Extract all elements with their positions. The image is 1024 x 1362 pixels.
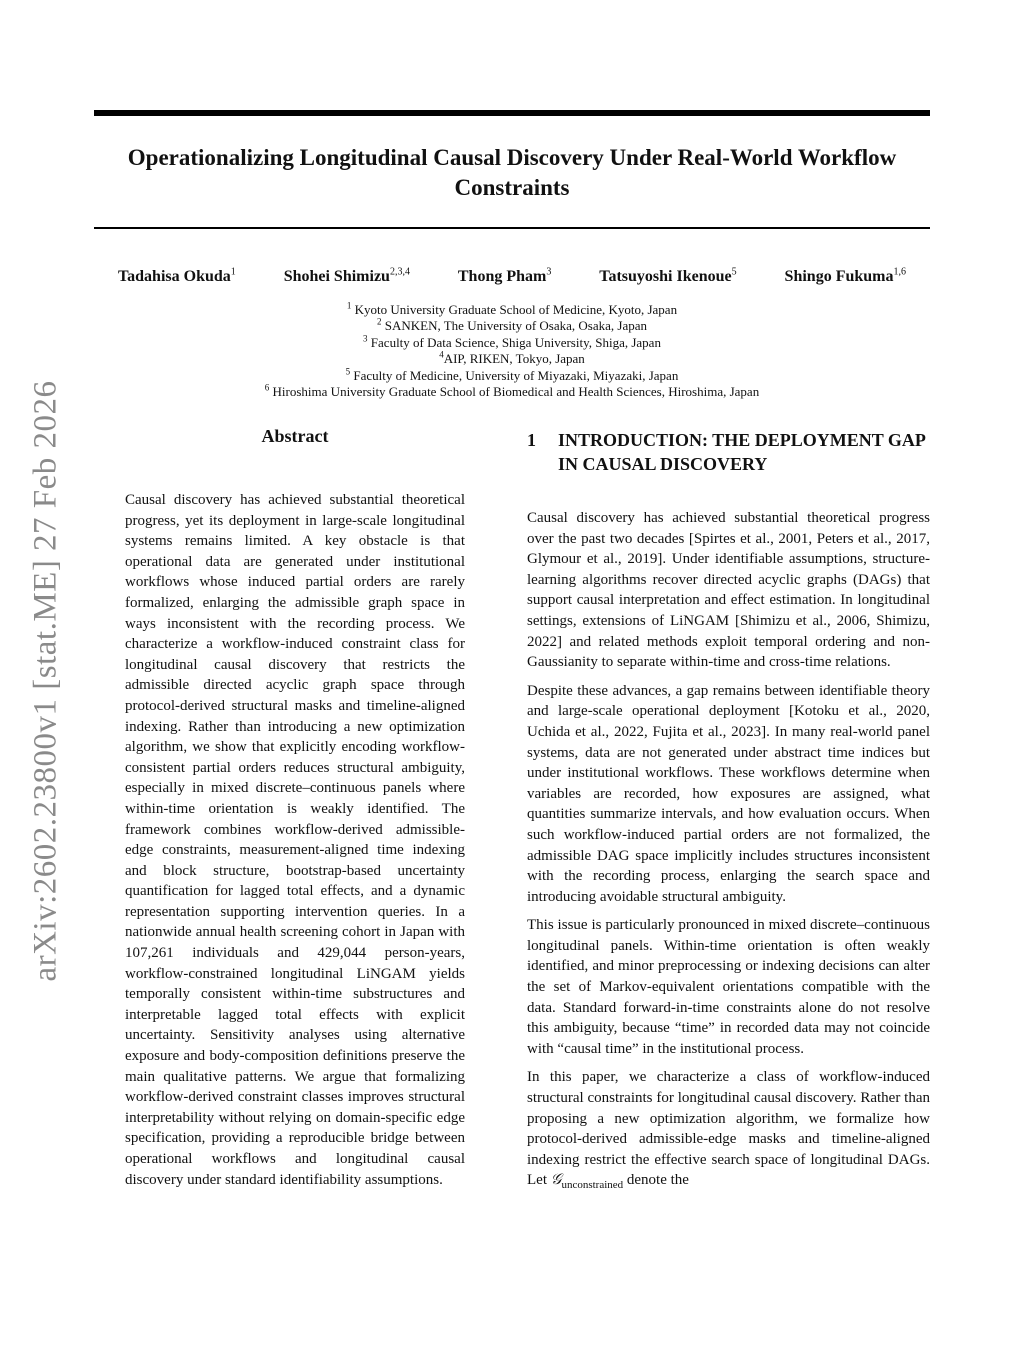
- author-list: [94, 268, 930, 286]
- arxiv-identifier: arXiv:2602.23800v1 [stat.ME] 27 Feb 2026: [27, 380, 64, 982]
- math-subscript: unconstrained: [561, 1179, 624, 1192]
- author: Tadahisa Okuda$^1$: [117, 266, 236, 285]
- affiliation-list: [94, 302, 930, 400]
- top-rule: [94, 110, 930, 116]
- abstract-body: [125, 490, 465, 1198]
- paragraph: Causal discovery has achieved substantial theoretical progress over the past two decades [Spirtes et al., 2001, Peters et al., 2017, Glymour et al., 2019]. Under identifiable assumptions, structure-learning algorithms recover directed acyclic graphs (DAGs) that support causal interpretation and effect estimation. In longitudinal settings, extensions of LiNGAM [Shimizu et al., 2006, Shimizu, 2022] and related methods exploit temporal ordering and non-Gaussianity to separate within-time and cross-time relations.: [527, 510, 930, 671]
- author: Shohei Shimizu$^{2,3,4}$: [283, 266, 410, 285]
- section-number: 1: [527, 430, 536, 450]
- author: Shingo Fukuma$^{1,6}$: [784, 266, 906, 285]
- paragraph: This issue is particularly pronounced in mixed discrete–continuous longitudinal panels. Within-time orientation is often weakly identified, and minor preprocessing or indexing decisions can alter the set of Markov-equivalent orientations compatible with the data. Standard forward-in-time constraints alone do not resolve this ambiguity, because “time” in recorded data may not coincide with “causal time” in the institutional process.: [527, 917, 930, 1057]
- section-heading: [527, 428, 937, 476]
- section-title: INTRODUCTION: THE DEPLOYMENT GAP IN CAUSAL DISCOVERY: [558, 430, 925, 474]
- affiliation: $^1$ Kyoto University Graduate School of Medicine, Kyoto, Japan: [346, 300, 678, 317]
- affiliation: $^3$ Faculty of Data Science, Shiga University, Shiga, Japan: [363, 333, 661, 350]
- abstract-heading: Abstract: [261, 426, 329, 446]
- abstract-paragraph: Causal discovery has achieved substantial theoretical progress, yet its deployment in large-scale longitudinal systems remains limited. A key obstacle is that operational data are generated under institutional workflows whose induced partial orders are rarely formalized, enlarging the admissible graph space in ways inconsistent with the recording process. We characterize a workflow-induced constraint class for longitudinal causal discovery that restricts the admissible directed acyclic graph space through protocol-derived structural masks and timeline-aligned indexing. Rather than introducing a new optimization algorithm, we show that explicitly encoding workflow-consistent partial orders reduces structural ambiguity, especially in mixed discrete–continuous panels where within-time orientation is weakly identified. The framework combines workflow-derived admissible-edge constraints, measurement-aligned time indexing and block structure, bootstrap-based uncertainty quantification for lagged total effects, and a dynamic representation supporting intervention queries. In a nationwide annual health screening cohort in Japan with 107,261 individuals and 429,044 person-years, workflow-constrained longitudinal LiNGAM yields temporally consistent within-time substructures and interpretable lagged total effects with explicit uncertainty. Sensitivity analyses using alternative exposure and body-composition definitions preserve the main qualitative patterns. We argue that formalizing workflow-derived constraint classes improves structural interpretability without relying on domain-specific edge specification, providing a reproducible bridge between operational workflows and longitudinal causal discovery under standard identifiability assumptions.: [125, 492, 465, 1188]
- paragraph: Despite these advances, a gap remains between identifiable theory and large-scale operational deployment [Kotoku et al., 2020, Uchida et al., 2022, Fujita et al., 2023]. In many real-world panel systems, data are not generated under abstract time indices but under institutional workflows. These workflows determine when variables are recorded, how exposures are assigned, what quantities summarize intervals, and how evaluation occurs. When such workflow-induced partial orders are not formalized, the admissible DAG space implicitly includes structures inconsistent with the recording process, enlarging the search space and introducing avoidable structural ambiguity.: [527, 682, 930, 905]
- author: Tatsuyoshi Ikenoue$^5$: [599, 266, 737, 285]
- title-rule: [94, 227, 930, 229]
- author: Thong Pham$^3$: [457, 266, 552, 285]
- affiliation: $^4$AIP, RIKEN, Tokyo, Japan: [439, 349, 585, 367]
- math-symbol: 𝒢: [550, 1172, 562, 1189]
- introduction-body: [527, 508, 930, 1204]
- affiliation: $^6$ Hiroshima University Graduate School of Biomedical and Health Sciences, Hiroshima, Japan: [264, 382, 760, 400]
- paragraph: In this paper, we characterize a class of workflow-induced structural constraints for longitudinal causal discovery. Rather than proposing a new optimization algorithm, we formalize how protocol-derived admissible-edge masks and timeline-aligned indexing restrict the effective search space of longitudinal DAGs. Let 𝒢$_{unconstrained}$ denote the: [527, 1069, 930, 1192]
- affiliation: $^5$ Faculty of Medicine, University of Miyazaki, Miyazaki, Japan: [345, 366, 679, 383]
- paper-title: Operationalizing Longitudinal Causal Discovery Under Real-World Workflow Constraints: [127, 145, 897, 200]
- affiliation: $^2$ SANKEN, The University of Osaka, Osaka, Japan: [377, 317, 647, 334]
